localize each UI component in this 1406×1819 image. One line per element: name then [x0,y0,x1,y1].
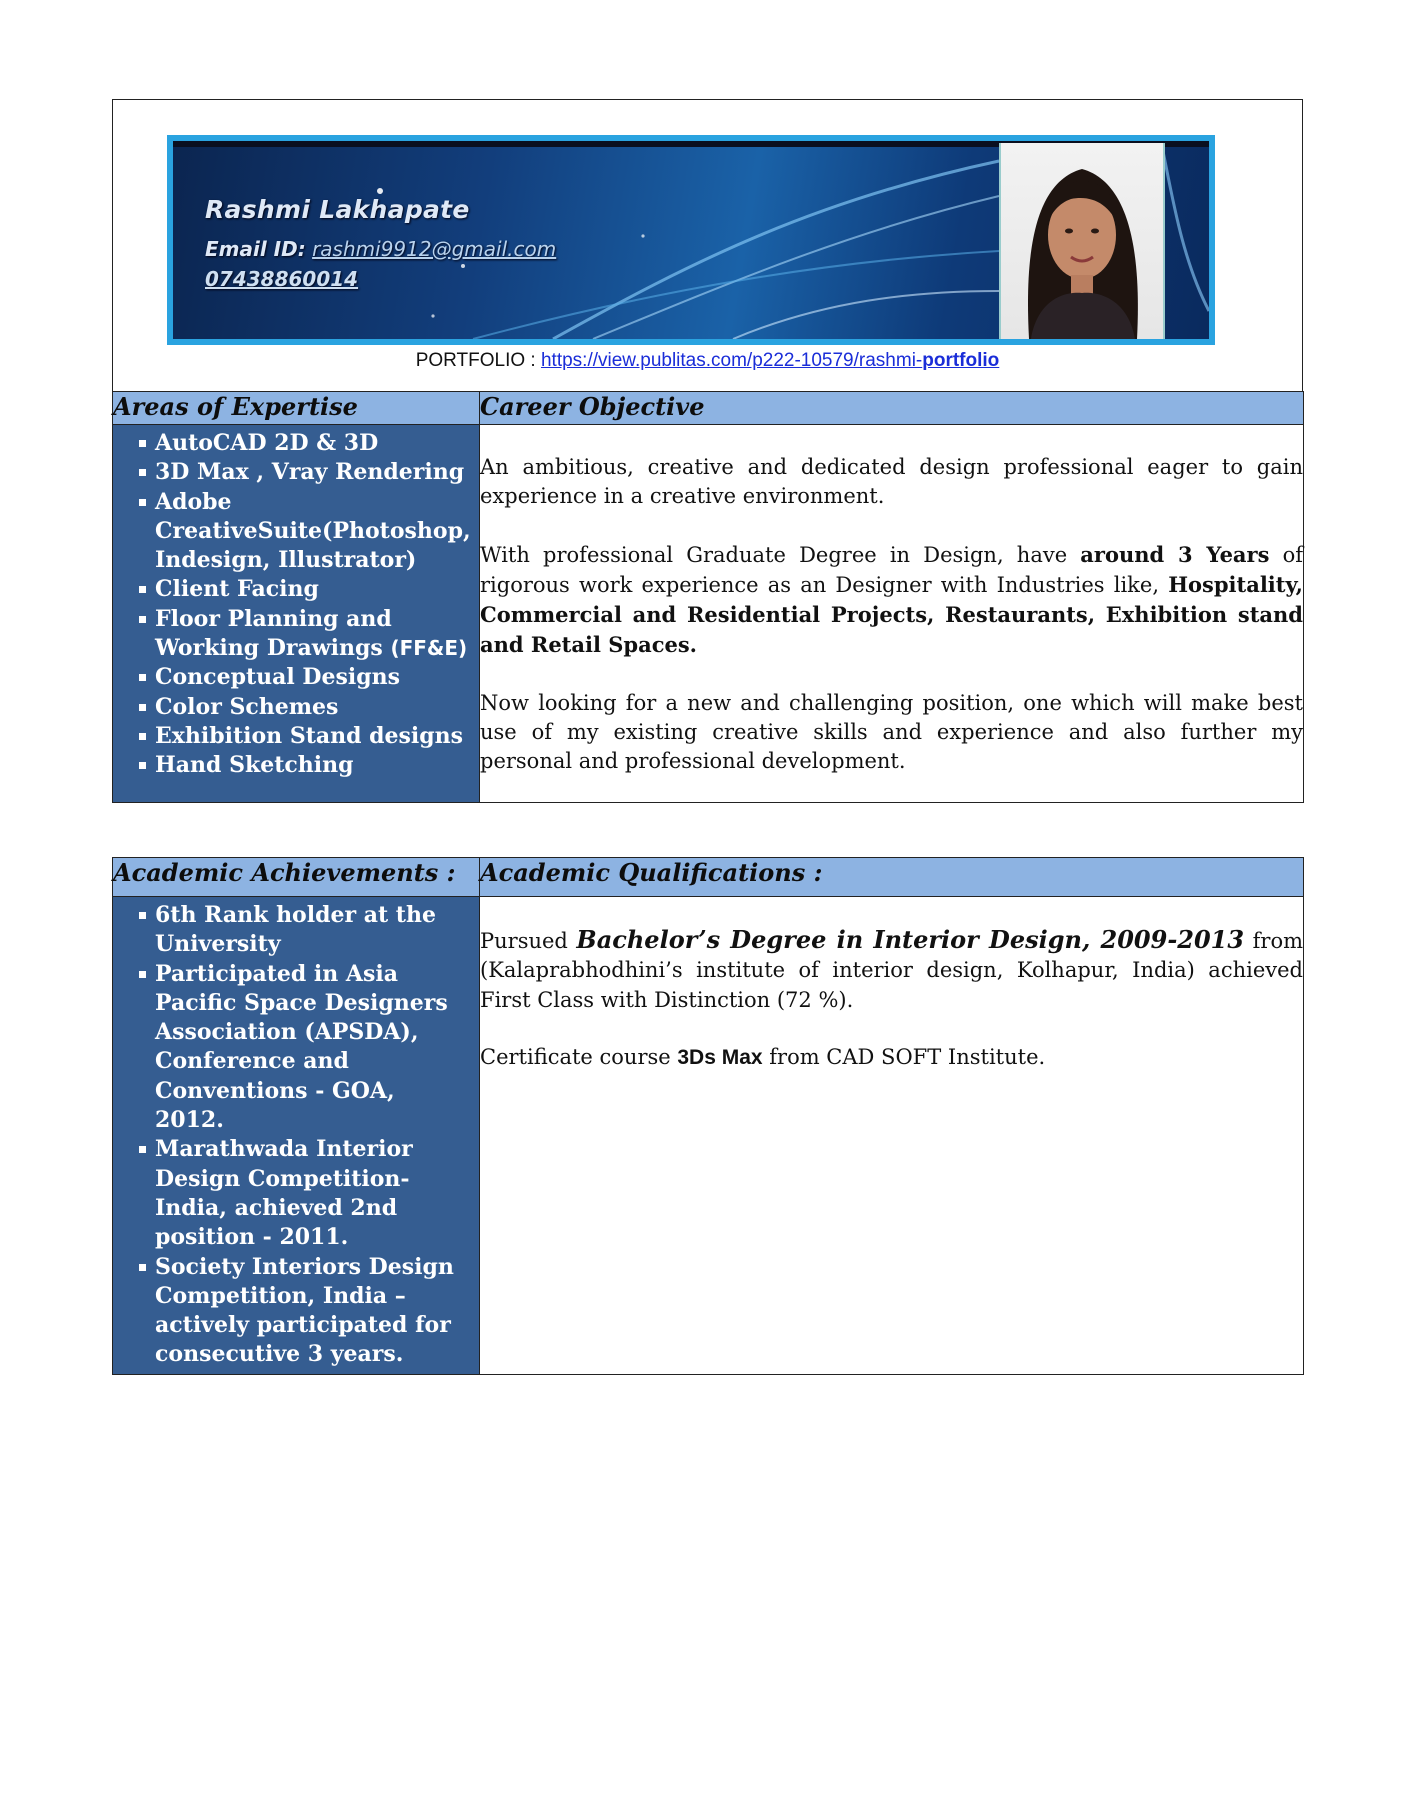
candidate-name: Rashmi Lakhapate [205,195,470,224]
list-item: Hand Sketching [143,751,471,780]
email-label: Email ID: [205,237,306,261]
degree-title: Bachelor’s Degree in Interior Design, 2009-2013 [576,925,1245,954]
email-line [205,237,556,261]
portfolio-line [113,350,1302,372]
course-name: 3Ds Max [677,1045,763,1069]
person-portrait-icon [1001,143,1163,339]
qualifications-heading: Academic Qualifications : [480,858,1304,897]
list-item: AutoCAD 2D & 3D [143,429,471,458]
header-banner [167,135,1215,345]
list-item [143,605,471,664]
career-text: of rigorous work experience as an Designer with Industries like, [480,542,1303,597]
career-paragraph-3: Now looking for a new and challenging position, one which will make best use of my existing creative skills and experience and also further my personal and professional development. [480,690,1303,774]
list-item: Participated in Asia Pacific Space Designers Association (APSDA), Conference and Conventions - GOA, 2012. [143,960,471,1136]
header-section [112,99,1303,391]
list-item: Conceptual Designs [143,663,471,692]
list-item: Adobe CreativeSuite(Photoshop, Indesign, Illustrator) [143,488,471,576]
profile-photo [999,143,1165,339]
achievements-list [113,897,479,1374]
career-body [480,425,1304,803]
list-item: Society Interiors Design Competition, India – actively participated for consecutive 3 years. [143,1253,471,1370]
qualification-text: from (Kalaprabhodhini’s institute of interior design, Kolhapur, India) achieved First Class with Distinction (72 %). [480,929,1303,1012]
career-paragraph-2 [480,540,1303,661]
ffe-label: (FF&E) [390,636,468,661]
portfolio-label: PORTFOLIO : [415,350,541,371]
qualification-text: Pursued [480,929,577,953]
achievements-list-cell [113,897,480,1375]
phone-number[interactable]: 07438860014 [205,267,359,291]
list-item: Color Schemes [143,693,471,722]
resume-sheet [112,99,1303,1375]
qualification-text: Certificate course [480,1044,678,1069]
career-industries: Hospitality, Commercial and Residential Projects, Restaurants, Exhibition stand and Retail Spaces. [480,571,1303,658]
qualifications-body [480,897,1304,1375]
achievements-heading: Academic Achievements : [113,858,480,897]
expertise-list [113,425,479,785]
academic-table [112,857,1304,1375]
career-paragraph-1: An ambitious, creative and dedicated design professional eager to gain experience in a creative environment. [480,455,1303,509]
portfolio-url-bold: portfolio [922,350,1000,371]
list-item: Exhibition Stand designs [143,722,471,751]
career-heading: Career Objective [480,392,1304,425]
email-link[interactable]: rashmi9912@gmail.com [312,237,557,261]
expertise-heading: Areas of Expertise [113,392,480,425]
portfolio-link[interactable] [541,350,999,371]
list-item: Marathwada Interior Design Competition-India, achieved 2nd position - 2011. [143,1135,471,1252]
career-emphasis: around 3 Years [1080,541,1270,567]
expertise-objective-table [112,391,1304,803]
qualification-1 [480,925,1303,1015]
list-item: Client Facing [143,575,471,604]
list-item-text: Floor Planning and Working Drawings [155,605,392,662]
career-text: With professional Graduate Degree in Design, have [480,542,1081,567]
list-item: 3D Max , Vray Rendering [143,458,471,487]
qualification-text: from CAD SOFT Institute. [762,1044,1046,1069]
portfolio-url: https://view.publitas.com/p222-10579/rashmi- [540,350,923,371]
list-item: 6th Rank holder at the University [143,901,471,960]
expertise-list-cell [113,425,480,803]
qualification-2 [480,1043,1303,1072]
